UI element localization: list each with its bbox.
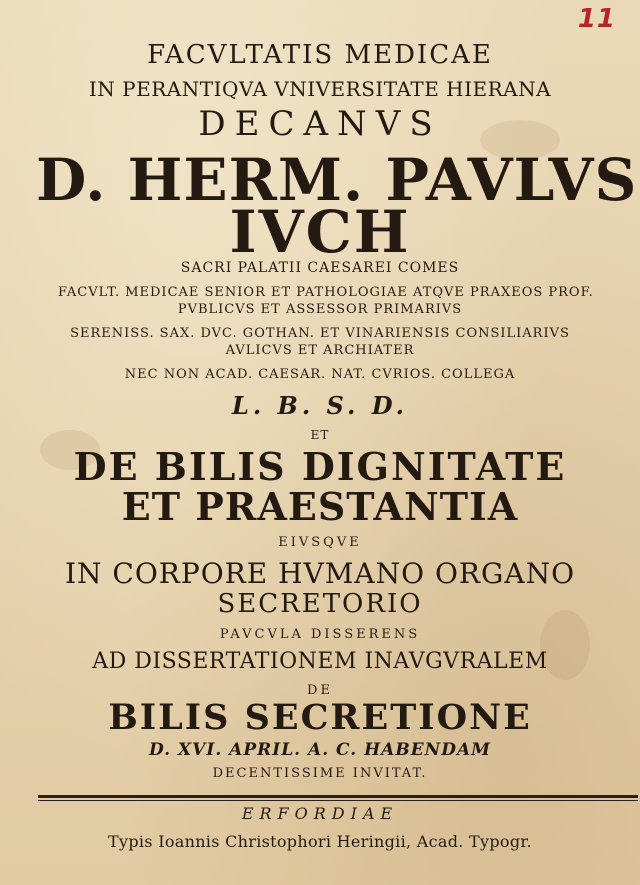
conjunction-et: ET bbox=[310, 428, 330, 442]
dissertation-title: BILIS SECRETIONE bbox=[108, 697, 532, 738]
divider-rule-thin bbox=[38, 800, 638, 801]
author-title-3: PVBLICVS ET ASSESSOR PRIMARIVS bbox=[177, 302, 463, 317]
main-title-2: ET PRAESTANTIA bbox=[121, 484, 519, 529]
author-surname: IVCH bbox=[229, 198, 411, 266]
main-title-4: IN CORPORE HVMANO ORGANO bbox=[64, 557, 576, 590]
main-title-3: EIVSQVE bbox=[278, 535, 362, 550]
date-line: D. XVI. APRIL. A. C. HABENDAM bbox=[149, 740, 491, 760]
author-title-4: SERENISS. SAX. DVC. GOTHAN. ET VINARIENSIS CONSILIARIVS bbox=[70, 326, 570, 341]
author-title-6: NEC NON ACAD. CAESAR. NAT. CVRIOS. COLLEGA bbox=[124, 367, 516, 382]
decanus-line: DECANVS bbox=[198, 104, 442, 144]
imprint-place: ERFORDIAE bbox=[241, 804, 399, 823]
author-name: D. HERM. PAVLVS bbox=[36, 146, 638, 214]
main-title-5: SECRETORIO bbox=[217, 589, 423, 619]
university-line: IN PERANTIQVA VNIVERSITATE HIERANA bbox=[88, 77, 552, 101]
divider-rule bbox=[38, 795, 638, 798]
main-title-1: DE BILIS DIGNITATE bbox=[73, 444, 567, 489]
handwritten-page-mark: 11 bbox=[577, 4, 616, 34]
author-title-2: FACVLT. MEDICAE SENIOR ET PATHOLOGIAE ATQVE PRAXEOS PROF. bbox=[58, 285, 594, 300]
faculty-heading: FACVLTATIS MEDICAE bbox=[147, 40, 493, 70]
subtitle-de: DE bbox=[307, 683, 333, 698]
invitation-line: DECENTISSIME INVITAT. bbox=[212, 766, 428, 781]
salutation: L. B. S. D. bbox=[231, 391, 409, 420]
subtitle-1: PAVCVLA DISSERENS bbox=[219, 627, 421, 642]
imprint-printer: Typis Ioannis Christophori Heringii, Acad. Typogr. bbox=[108, 832, 532, 851]
author-title-1: SACRI PALATII CAESAREI COMES bbox=[180, 260, 460, 276]
author-title-5: AVLICVS ET ARCHIATER bbox=[225, 343, 415, 358]
subtitle-2: AD DISSERTATIONEM INAVGVRALEM bbox=[92, 649, 548, 674]
